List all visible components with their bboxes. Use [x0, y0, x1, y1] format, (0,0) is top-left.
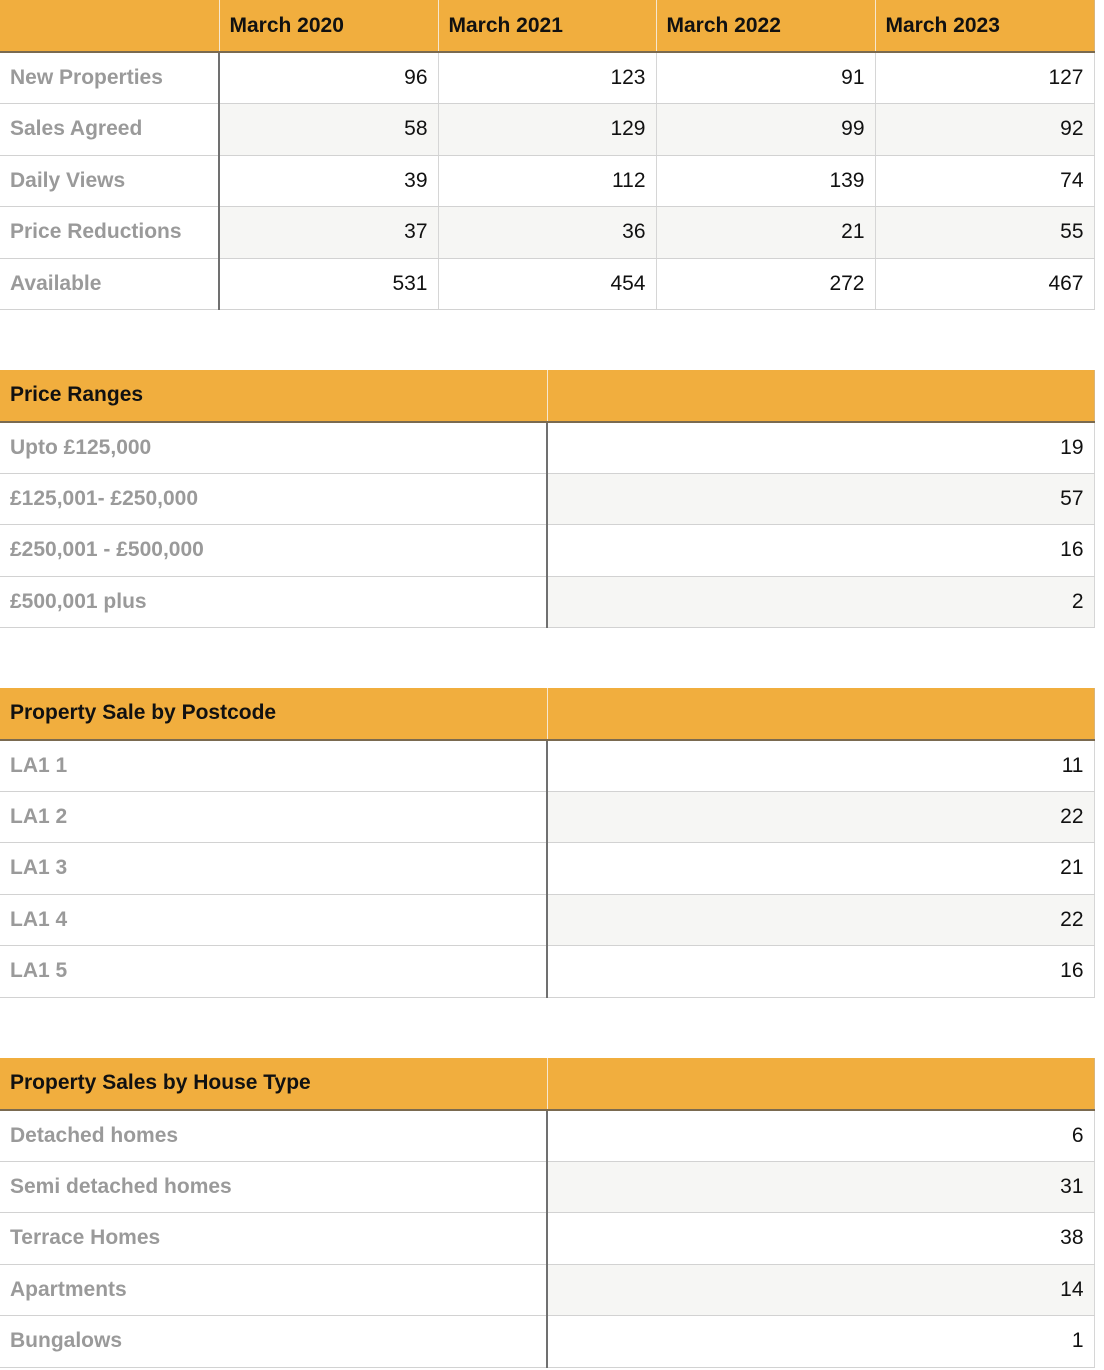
- table-row: [0, 1161, 1094, 1213]
- table-cell: 58: [219, 104, 438, 156]
- table-row: [0, 576, 1094, 628]
- row-label: Daily Views: [0, 155, 219, 207]
- table-row: [0, 894, 1094, 946]
- table-cell: 55: [875, 207, 1094, 259]
- row-label: LA1 5: [0, 946, 547, 998]
- row-label: Available: [0, 258, 219, 310]
- house-type-header-row: [0, 1058, 1094, 1110]
- table-row: [0, 52, 1094, 104]
- table-cell: 127: [875, 52, 1094, 104]
- row-label: Price Reductions: [0, 207, 219, 259]
- price-ranges-header-row: [0, 370, 1094, 422]
- price-ranges-table: [0, 370, 1095, 628]
- overview-header-corner: [0, 0, 219, 52]
- table-row: [0, 946, 1094, 998]
- table-cell: 112: [438, 155, 656, 207]
- table-cell: 22: [547, 894, 1094, 946]
- table-row: [0, 1264, 1094, 1316]
- overview-header-march-2021: March 2021: [438, 0, 656, 52]
- table-cell: 467: [875, 258, 1094, 310]
- row-label: Upto £125,000: [0, 422, 547, 474]
- table-cell: 36: [438, 207, 656, 259]
- table-cell: 1: [547, 1316, 1094, 1368]
- table-row: [0, 258, 1094, 310]
- table-cell: 531: [219, 258, 438, 310]
- row-label: LA1 3: [0, 843, 547, 895]
- table-row: [0, 473, 1094, 525]
- table-cell: 91: [656, 52, 875, 104]
- table-cell: 21: [547, 843, 1094, 895]
- row-label: £250,001 - £500,000: [0, 525, 547, 577]
- postcode-header-row: [0, 688, 1094, 740]
- table-cell: 74: [875, 155, 1094, 207]
- table-cell: 272: [656, 258, 875, 310]
- table-cell: 38: [547, 1213, 1094, 1265]
- overview-header-march-2023: March 2023: [875, 0, 1094, 52]
- table-cell: 16: [547, 525, 1094, 577]
- table-row: [0, 207, 1094, 259]
- overview-header-march-2022: March 2022: [656, 0, 875, 52]
- table-cell: 31: [547, 1161, 1094, 1213]
- postcode-table: [0, 688, 1095, 998]
- overview-header-march-2020: March 2020: [219, 0, 438, 52]
- table-cell: 129: [438, 104, 656, 156]
- row-label: Semi detached homes: [0, 1161, 547, 1213]
- house-type-title: Property Sales by House Type: [0, 1058, 547, 1110]
- postcode-header-blank: [547, 688, 1094, 740]
- table-cell: 21: [656, 207, 875, 259]
- row-label: LA1 2: [0, 791, 547, 843]
- table-cell: 2: [547, 576, 1094, 628]
- row-label: Sales Agreed: [0, 104, 219, 156]
- price-ranges-header-blank: [547, 370, 1094, 422]
- table-cell: 11: [547, 740, 1094, 792]
- table-cell: 37: [219, 207, 438, 259]
- table-cell: 96: [219, 52, 438, 104]
- table-cell: 139: [656, 155, 875, 207]
- table-row: [0, 1110, 1094, 1162]
- table-cell: 39: [219, 155, 438, 207]
- row-label: Detached homes: [0, 1110, 547, 1162]
- house-type-table: [0, 1058, 1095, 1368]
- table-row: [0, 155, 1094, 207]
- row-label: £125,001- £250,000: [0, 473, 547, 525]
- overview-table: [0, 0, 1095, 310]
- table-cell: 22: [547, 791, 1094, 843]
- table-cell: 99: [656, 104, 875, 156]
- price-ranges-title: Price Ranges: [0, 370, 547, 422]
- table-row: [0, 843, 1094, 895]
- row-label: Bungalows: [0, 1316, 547, 1368]
- table-row: [0, 422, 1094, 474]
- row-label: New Properties: [0, 52, 219, 104]
- table-row: [0, 104, 1094, 156]
- table-row: [0, 525, 1094, 577]
- table-row: [0, 1316, 1094, 1368]
- postcode-title: Property Sale by Postcode: [0, 688, 547, 740]
- table-cell: 6: [547, 1110, 1094, 1162]
- table-cell: 454: [438, 258, 656, 310]
- table-cell: 92: [875, 104, 1094, 156]
- overview-header-row: [0, 0, 1094, 52]
- table-cell: 57: [547, 473, 1094, 525]
- table-cell: 19: [547, 422, 1094, 474]
- table-cell: 123: [438, 52, 656, 104]
- row-label: LA1 4: [0, 894, 547, 946]
- house-type-header-blank: [547, 1058, 1094, 1110]
- table-cell: 14: [547, 1264, 1094, 1316]
- table-row: [0, 791, 1094, 843]
- row-label: £500,001 plus: [0, 576, 547, 628]
- table-cell: 16: [547, 946, 1094, 998]
- table-row: [0, 1213, 1094, 1265]
- row-label: Apartments: [0, 1264, 547, 1316]
- row-label: Terrace Homes: [0, 1213, 547, 1265]
- row-label: LA1 1: [0, 740, 547, 792]
- table-row: [0, 740, 1094, 792]
